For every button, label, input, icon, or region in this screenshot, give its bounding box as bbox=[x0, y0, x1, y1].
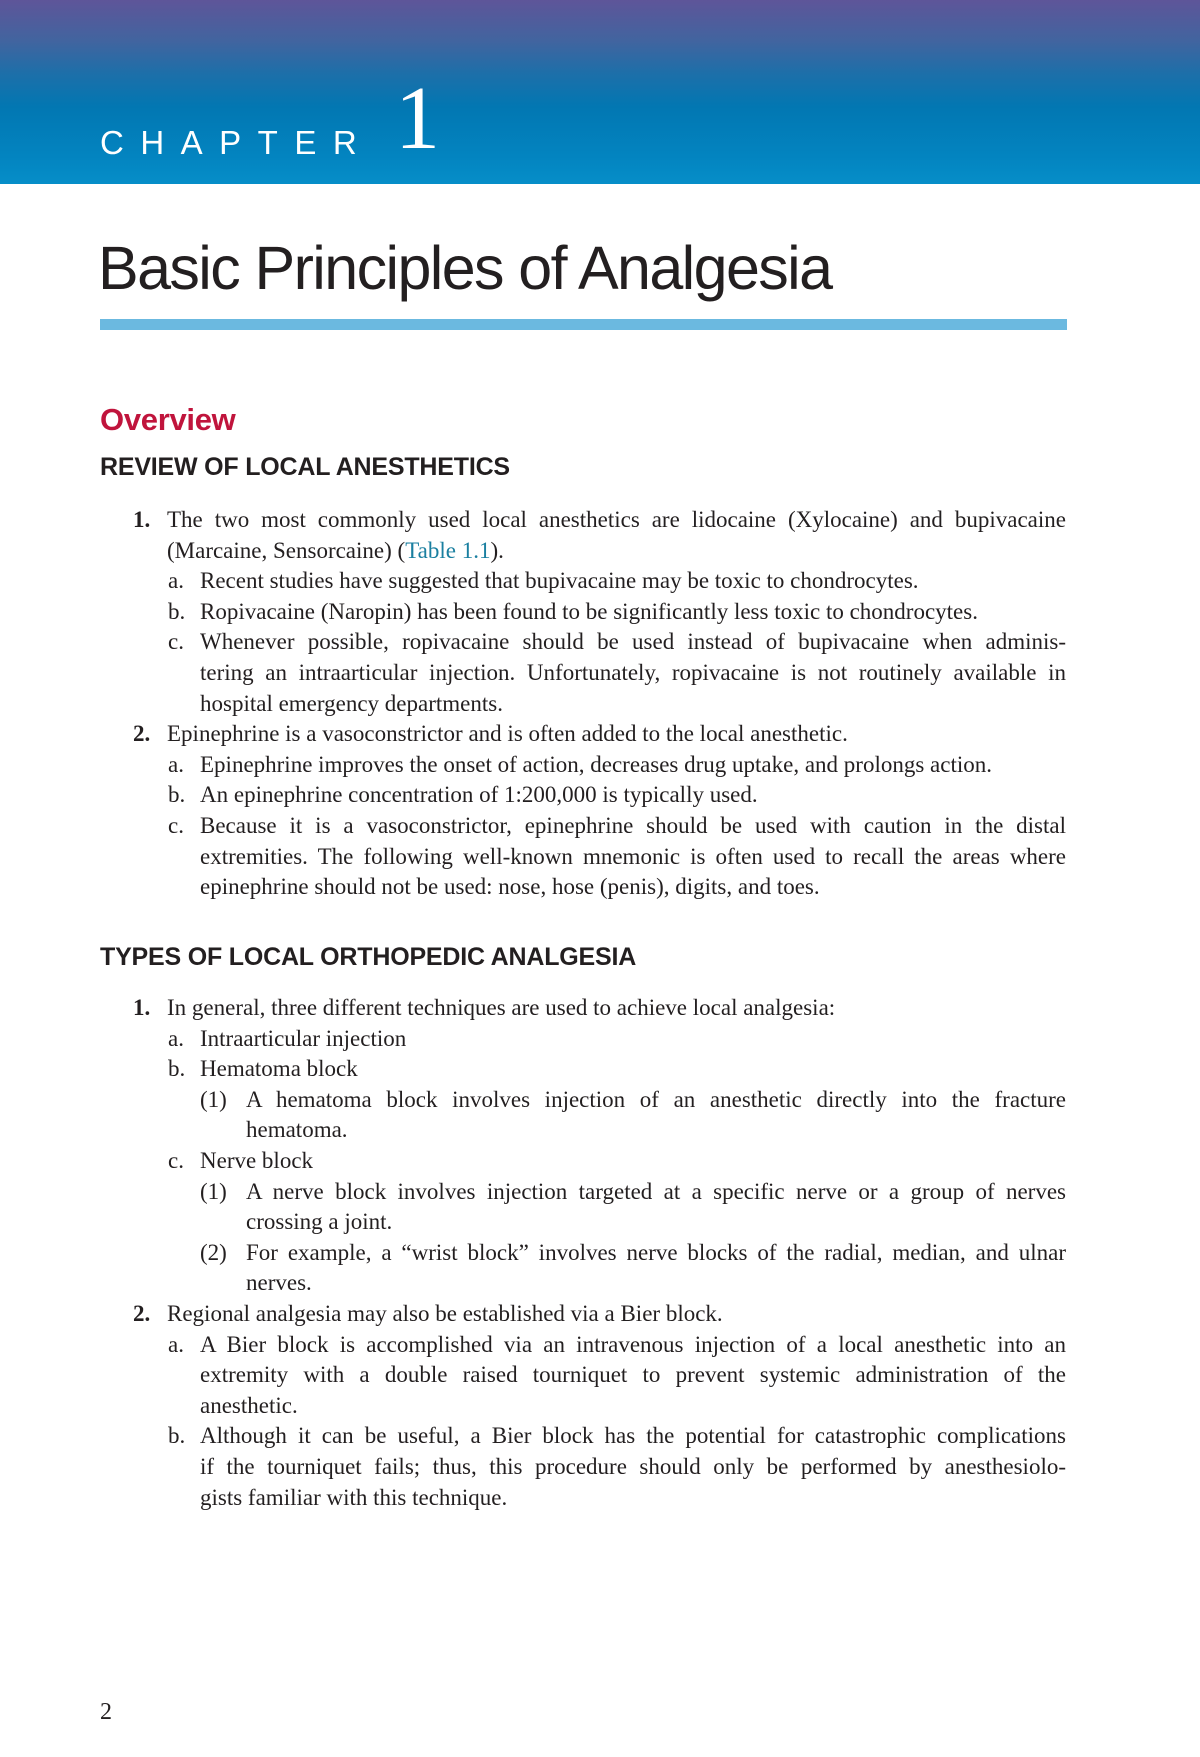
list-marker: a. bbox=[168, 1331, 184, 1357]
text-segment: Recent studies have suggested that bupivacaine may be toxic to chondrocytes. bbox=[200, 568, 919, 594]
list-text bbox=[246, 1238, 1066, 1268]
overview-heading: Overview bbox=[100, 402, 236, 437]
list-text bbox=[200, 1452, 1066, 1482]
list-marker: b. bbox=[168, 1056, 186, 1082]
list-text bbox=[200, 1483, 507, 1513]
title-divider bbox=[100, 319, 1067, 330]
list-marker: b. bbox=[168, 1423, 186, 1449]
section-heading-orthopedic-analgesia: TYPES OF LOCAL ORTHOPEDIC ANALGESIA bbox=[100, 943, 637, 971]
text-segment: gists familiar with this technique. bbox=[200, 1484, 508, 1510]
list-marker: c. bbox=[168, 1148, 184, 1173]
text-segment: An epinephrine concentration of 1:200,000 is typically used. bbox=[200, 782, 758, 808]
list-marker: b. bbox=[168, 598, 186, 624]
text-segment: anesthetic. bbox=[200, 1392, 298, 1418]
text-segment: ). bbox=[490, 537, 504, 563]
text-segment: epinephrine should not be used: nose, hose (penis), digits, and toes. bbox=[200, 874, 820, 900]
text-segment: crossing a joint. bbox=[246, 1209, 393, 1235]
list-text bbox=[246, 1085, 1066, 1115]
text-segment: Nerve block bbox=[200, 1148, 314, 1173]
chapter-label: CHAPTER bbox=[100, 124, 374, 161]
list-marker: (2) bbox=[200, 1239, 227, 1265]
list-text bbox=[200, 750, 992, 780]
list-text bbox=[246, 1115, 348, 1145]
text-segment: hematoma. bbox=[246, 1117, 348, 1143]
text-segment: extremity with a double raised tourniquet to prevent systemic administration of the bbox=[200, 1362, 1066, 1388]
list-text bbox=[200, 627, 1066, 657]
list-marker: c. bbox=[168, 813, 184, 838]
list-text bbox=[200, 842, 1066, 872]
page-title: Basic Principles of Analgesia bbox=[98, 234, 832, 302]
list-text bbox=[246, 1177, 1066, 1207]
list-marker: (1) bbox=[200, 1178, 227, 1204]
text-segment: if the tourniquet fails; thus, this procedure should only be performed by anesthesiolo- bbox=[200, 1454, 1066, 1479]
list-text bbox=[167, 505, 1066, 535]
text-segment: Epinephrine improves the onset of action, decreases drug uptake, and prolongs action. bbox=[200, 751, 992, 777]
list-text bbox=[200, 1054, 358, 1084]
list-marker: c. bbox=[168, 629, 184, 655]
list-marker: 2. bbox=[133, 1301, 151, 1326]
list-text bbox=[200, 780, 758, 810]
text-segment: nerves. bbox=[246, 1270, 312, 1296]
list-text bbox=[200, 1146, 313, 1176]
list-text bbox=[200, 1360, 1066, 1390]
chapter-header-band bbox=[0, 0, 1200, 184]
text-segment: Ropivacaine (Naropin) has been found to be significantly less toxic to chondrocytes. bbox=[200, 598, 978, 624]
list-text bbox=[200, 689, 503, 719]
text-segment: The two most commonly used local anesthetics are lidocaine (Xylocaine) and bupivacaine bbox=[167, 507, 1066, 532]
list-text bbox=[200, 597, 978, 627]
text-segment: Regional analgesia may also be established via a Bier block. bbox=[167, 1301, 723, 1326]
list-marker: (1) bbox=[200, 1086, 227, 1112]
list-text bbox=[200, 1330, 1066, 1360]
page-number: 2 bbox=[100, 1699, 112, 1725]
list-text bbox=[200, 1024, 406, 1054]
list-text bbox=[167, 1299, 723, 1329]
list-marker: 2. bbox=[133, 721, 151, 747]
list-text bbox=[200, 566, 919, 596]
chapter-number: 1 bbox=[395, 69, 440, 168]
text-segment: Epinephrine is a vasoconstrictor and is often added to the local anesthetic. bbox=[167, 721, 848, 747]
text-segment: For example, a “wrist block” involves nerve blocks of the radial, median, and ulnar bbox=[246, 1239, 1066, 1265]
list-text bbox=[167, 993, 835, 1023]
text-segment: Whenever possible, ropivacaine should be used instead of bupivacaine when adminis- bbox=[200, 629, 1066, 655]
list-text bbox=[200, 872, 820, 902]
text-segment: hospital emergency departments. bbox=[200, 690, 503, 716]
list-text bbox=[200, 1391, 298, 1421]
list-text bbox=[246, 1268, 312, 1298]
text-segment: Because it is a vasoconstrictor, epinephrine should be used with caution in the distal bbox=[200, 813, 1066, 838]
list-marker: b. bbox=[168, 782, 186, 808]
list-text bbox=[246, 1207, 392, 1237]
list-text bbox=[200, 811, 1066, 841]
text-segment: (Marcaine, Sensorcaine) ( bbox=[167, 537, 406, 563]
text-segment: extremities. The following well-known mnemonic is often used to recall the areas where bbox=[200, 843, 1066, 869]
list-marker: a. bbox=[168, 1025, 184, 1051]
list-text bbox=[167, 719, 848, 749]
text-segment: In general, three different techniques are used to achieve local analgesia: bbox=[167, 995, 836, 1020]
text-segment: A Bier block is accomplished via an intravenous injection of a local anesthetic into an bbox=[200, 1331, 1066, 1357]
text-segment: Although it can be useful, a Bier block has the potential for catastrophic complications bbox=[200, 1423, 1066, 1449]
list-marker: a. bbox=[168, 751, 184, 777]
list-text bbox=[167, 536, 504, 566]
text-segment: A nerve block involves injection targeted at a specific nerve or a group of nerves bbox=[246, 1178, 1066, 1204]
text-segment: A hematoma block involves injection of an anesthetic directly into the fracture bbox=[246, 1086, 1066, 1112]
section-heading-local-anesthetics: REVIEW OF LOCAL ANESTHETICS bbox=[100, 453, 510, 481]
text-segment: Intraarticular injection bbox=[200, 1025, 407, 1051]
list-marker: a. bbox=[168, 568, 184, 594]
list-text bbox=[200, 658, 1066, 688]
text-segment: tering an intraarticular injection. Unfortunately, ropivacaine is not routinely available in bbox=[200, 660, 1066, 685]
table-reference-link[interactable]: Table 1.1 bbox=[405, 537, 491, 563]
list-marker: 1. bbox=[133, 507, 151, 532]
text-segment: Hematoma block bbox=[200, 1056, 358, 1082]
list-marker: 1. bbox=[133, 995, 151, 1020]
list-text bbox=[200, 1421, 1066, 1451]
